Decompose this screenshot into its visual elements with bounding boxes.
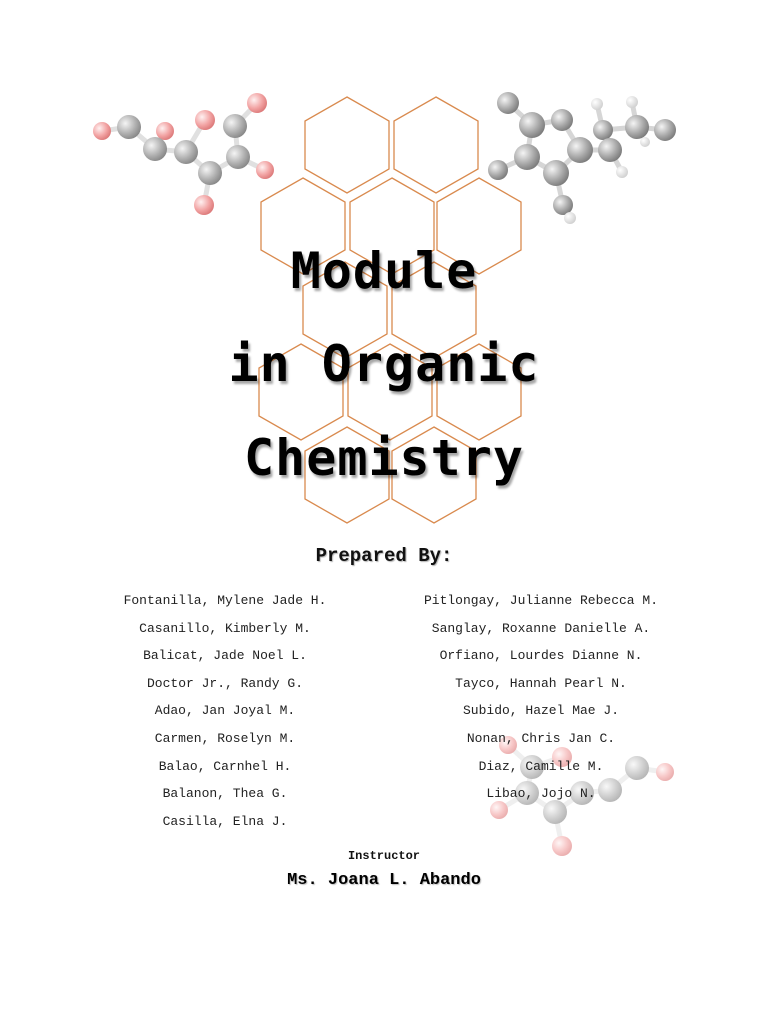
title-line-3: Chemistry — [244, 429, 524, 487]
author-name: Balao, Carnhel H. — [158, 758, 292, 774]
author-name: Balanon, Thea G. — [162, 786, 288, 802]
author-name: Subido, Hazel Mae J. — [462, 703, 620, 719]
author-name: Doctor Jr., Randy G. — [146, 675, 304, 691]
atom-gray — [198, 161, 222, 185]
atom-gray — [593, 120, 613, 140]
atom-white — [626, 96, 638, 108]
atom-gray — [654, 119, 676, 141]
atom-gray — [226, 145, 250, 169]
atom-gray — [567, 137, 593, 163]
atom-red — [247, 93, 267, 113]
author-name: Sanglay, Roxanne Danielle A. — [431, 620, 651, 636]
atom-red — [93, 122, 111, 140]
author-name: Casilla, Elna J. — [162, 813, 288, 829]
atom-red — [256, 161, 274, 179]
molecule-top-left — [93, 93, 274, 215]
atom-gray — [143, 137, 167, 161]
atom-red — [194, 195, 214, 215]
atom-white — [616, 166, 628, 178]
author-name: Fontanilla, Mylene Jade H. — [123, 593, 327, 608]
atom-gray — [497, 92, 519, 114]
atom-gray — [223, 114, 247, 138]
author-name: Adao, Jan Joyal M. — [154, 703, 296, 719]
author-name: Diaz, Camille M. — [478, 758, 604, 774]
author-name: Tayco, Hannah Pearl N. — [455, 675, 627, 691]
author-name: Orfiano, Lourdes Dianne N. — [439, 648, 643, 664]
atom-gray — [514, 144, 540, 170]
author-name: Carmen, Roselyn M. — [154, 730, 296, 746]
atom-gray — [174, 140, 198, 164]
title-line-2: in Organic — [228, 335, 540, 393]
atom-white — [591, 98, 603, 110]
atom-gray — [519, 112, 545, 138]
author-name: Casanillo, Kimberly M. — [139, 620, 311, 636]
author-name: Balicat, Jade Noel L. — [143, 648, 307, 664]
atom-gray — [551, 109, 573, 131]
hexagon — [394, 97, 478, 193]
authors-right-column — [391, 591, 691, 812]
instructor-label: Instructor — [347, 849, 420, 863]
author-name: Libao, Jojo N. — [486, 786, 596, 802]
atom-red — [195, 110, 215, 130]
hexagon — [305, 97, 389, 193]
atom-gray — [625, 115, 649, 139]
instructor-name: Ms. Joana L. Abando — [287, 871, 481, 890]
molecule-top-right — [488, 92, 676, 224]
title-line-1: Module — [290, 242, 478, 300]
atom-gray — [543, 160, 569, 186]
atom-white — [640, 137, 650, 147]
atom-gray — [598, 138, 622, 162]
atom-white — [564, 212, 576, 224]
atom-gray — [117, 115, 141, 139]
atom-red — [156, 122, 174, 140]
author-name: Nonan, Chris Jan C. — [466, 730, 616, 746]
authors-left-column — [75, 591, 375, 839]
author-name: Pitlongay, Julianne Rebecca M. — [423, 593, 659, 608]
prepared-by-label: Prepared By: — [315, 545, 453, 567]
atom-gray — [488, 160, 508, 180]
